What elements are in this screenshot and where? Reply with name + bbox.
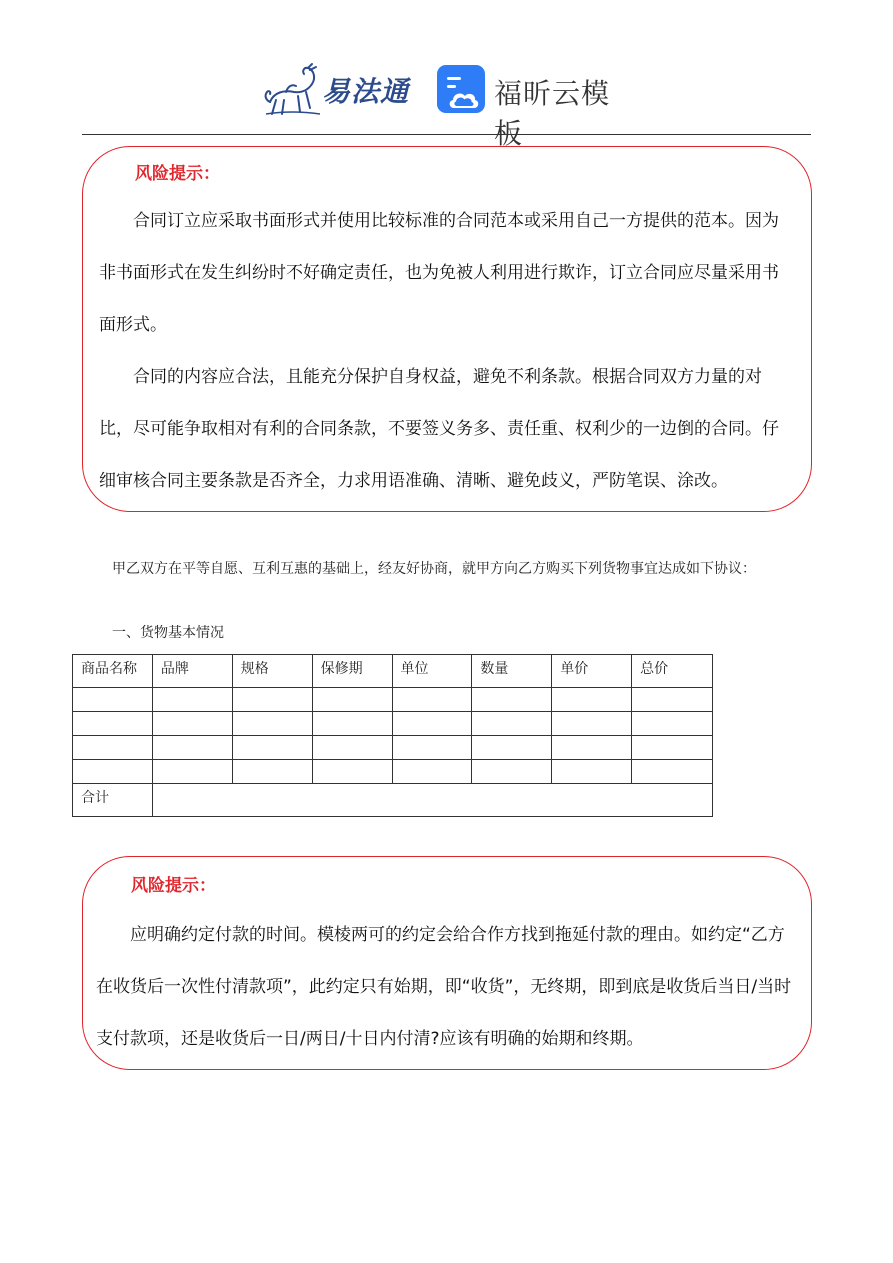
table-row: [73, 760, 713, 784]
table-cell: [632, 736, 713, 760]
table-cell: [152, 736, 232, 760]
table-header-cell: 品牌: [152, 655, 232, 688]
table-row: [73, 736, 713, 760]
table-header-cell: 数量: [472, 655, 552, 688]
yifatong-logo-text: 易法通: [322, 75, 410, 108]
table-header-cell: 规格: [232, 655, 312, 688]
table-row: [73, 712, 713, 736]
table-cell: [392, 688, 472, 712]
section-title-goods: 一、货物基本情况: [112, 625, 224, 641]
risk-notice-text: 应明确约定付款的时间。模棱两可的约定会给合作方找到拖延付款的理由。如约定“乙方在收货后一次性付清款项”，此约定只有始期，即“收货”，无终期，即到底是收货后当日/当时支付款项，还是收货后一日/两日/十日内付清?应该有明确的始期和终期。: [96, 925, 792, 1049]
risk-notice-paragraph: [99, 351, 795, 507]
table-header-cell: 保修期: [312, 655, 392, 688]
table-cell: [632, 688, 713, 712]
table-cell: [73, 736, 153, 760]
table-cell: [472, 688, 552, 712]
table-header-row: [73, 655, 713, 688]
qilin-logo-icon: [262, 62, 324, 118]
table-cell: [312, 688, 392, 712]
yifatong-logo: [262, 62, 412, 118]
table-header-cell: 商品名称: [73, 655, 153, 688]
table-cell: [632, 760, 713, 784]
foxit-template-logo: [436, 64, 636, 150]
table-cell: [392, 760, 472, 784]
table-row: [73, 688, 713, 712]
table-cell: [392, 736, 472, 760]
table-cell: [73, 688, 153, 712]
risk-notice-title: 风险提示：: [131, 876, 216, 896]
risk-notice-paragraph: [99, 195, 795, 351]
risk-notice-text: 合同订立应采取书面形式并使用比较标准的合同范本或采用自己一方提供的范本。因为非书面形式在发生纠纷时不好确定责任，也为免被人利用进行欺诈，订立合同应尽量采用书面形式。: [99, 211, 779, 335]
foxit-cloud-doc-icon: [436, 64, 488, 116]
header-divider: [82, 134, 811, 135]
risk-notice-box: [82, 856, 812, 1070]
table-cell: [73, 712, 153, 736]
risk-notice-paragraph: [96, 909, 800, 1065]
table-cell: [472, 760, 552, 784]
table-cell: [632, 712, 713, 736]
table-cell: [552, 712, 632, 736]
risk-notice-text: 合同的内容应合法，且能充分保护自身权益，避免不利条款。根据合同双方力量的对比，尽可能争取相对有利的合同条款，不要签义务多、责任重、权利少的一边倒的合同。仔细审核合同主要条款是否齐全，力求用语准确、清晰、避免歧义，严防笔误、涂改。: [99, 367, 779, 491]
table-cell: [552, 736, 632, 760]
page-header: [0, 58, 893, 150]
table-cell: [152, 760, 232, 784]
table-header-cell: 单价: [552, 655, 632, 688]
table-header-cell: 单位: [392, 655, 472, 688]
table-cell: [472, 736, 552, 760]
foxit-template-logo-text: 福昕云模板: [494, 77, 611, 150]
table-cell: [392, 712, 472, 736]
table-cell: [312, 736, 392, 760]
table-cell: [232, 688, 312, 712]
table-cell: [232, 760, 312, 784]
table-total-label: 合计: [73, 784, 153, 817]
contract-intro-text: 甲乙双方在平等自愿、互利互惠的基础上，经友好协商，就甲方向乙方购买下列货物事宜达成如下协议：: [112, 561, 756, 577]
table-cell: [73, 760, 153, 784]
table-cell: [232, 712, 312, 736]
table-cell: [552, 688, 632, 712]
table-cell: [312, 760, 392, 784]
table-cell: [152, 688, 232, 712]
table-cell: [312, 712, 392, 736]
table-total-value: [152, 784, 712, 817]
table-cell: [232, 736, 312, 760]
risk-notice-title: 风险提示：: [135, 164, 220, 184]
table-header-cell: 总价: [632, 655, 713, 688]
goods-table: [72, 654, 713, 817]
table-cell: [552, 760, 632, 784]
table-cell: [152, 712, 232, 736]
risk-notice-box: [82, 146, 812, 512]
table-cell: [472, 712, 552, 736]
table-total-row: [73, 784, 713, 817]
contract-intro: [82, 552, 814, 587]
